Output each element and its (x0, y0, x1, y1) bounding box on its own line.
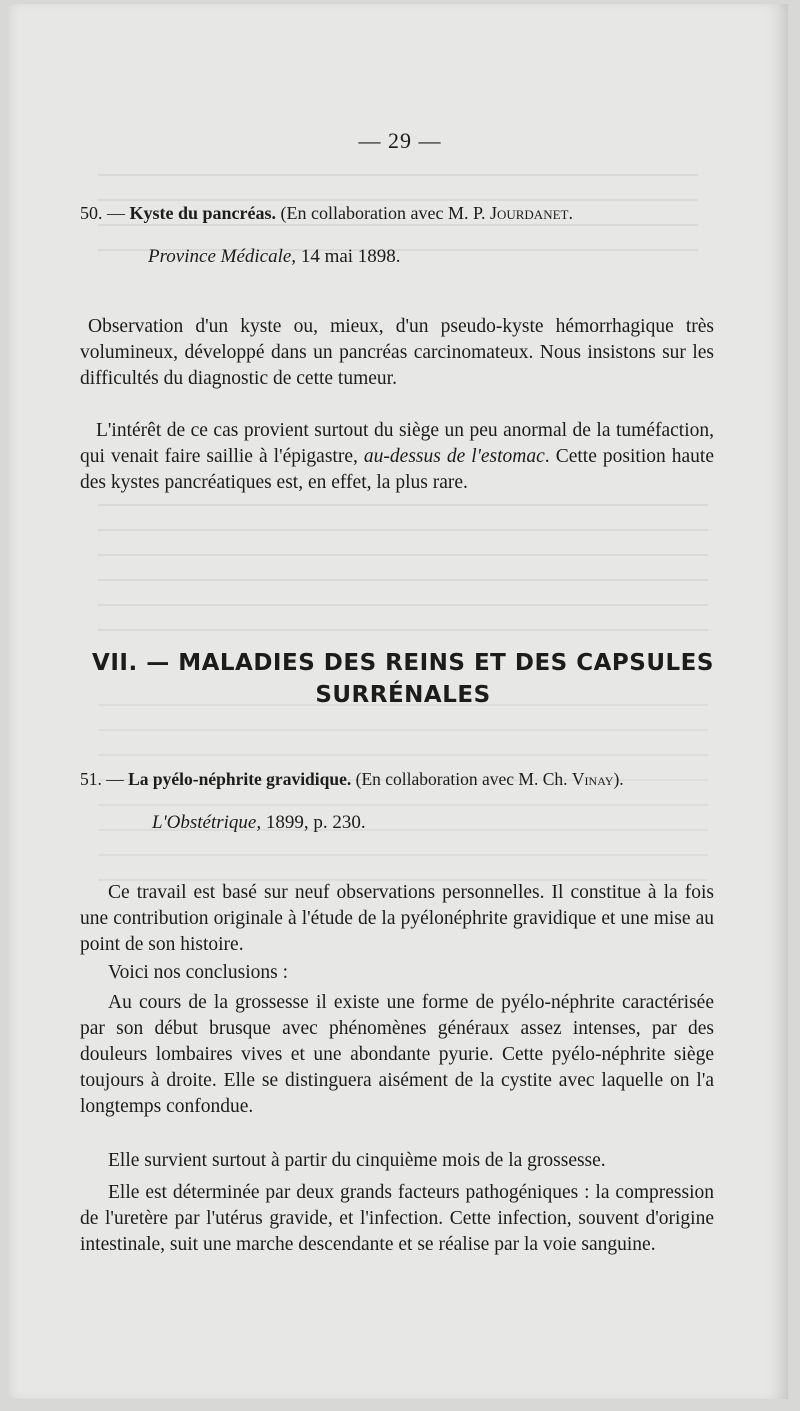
paragraph-text: L'intérêt de ce cas provient surtout du siège un peu anormal de la tuméfaction, qui venait faire saillie à l'épigastre, (80, 420, 714, 467)
paragraph: Voici nos conclusions : (108, 962, 289, 983)
paragraph: Elle survient surtout à partir du cinquième mois de la grossesse. (108, 1150, 606, 1171)
collaborator-name: Jourdanet (489, 203, 569, 223)
collaborator-name: Vinay (571, 769, 614, 789)
entry-title: Kyste du pancréas. (129, 203, 277, 223)
bleed-through-texture (98, 504, 708, 644)
paragraph: Observation d'un kyste ou, mieux, d'un pseudo-kyste hémorrhagique très volumineux, développé dans un pancréas carcinomateux. Nous insistons sur les difficultés du diagnostic de cette tumeur. (80, 316, 714, 389)
source-journal: L'Obstétrique, (152, 812, 262, 833)
entry-source-50 (148, 246, 401, 268)
section-title-line: VII. — MALADIES DES REINS ET DES CAPSULES (92, 650, 714, 676)
entry-heading-51 (80, 766, 720, 792)
paragraph-emphasis: au-dessus de l'estomac (363, 446, 545, 467)
bleed-through-texture (98, 704, 708, 884)
document-page (8, 4, 788, 1399)
entry-number: 51. — (80, 769, 124, 789)
source-date: 14 mai 1898. (300, 246, 401, 267)
entry-collaboration-end: . (568, 203, 573, 223)
entry-collaboration: (En collaboration avec M. Ch. (355, 769, 568, 789)
entry-collaboration: (En collaboration avec M. P. (280, 203, 486, 223)
paragraph-text: . Cette position haute des kystes pancréatiques est, en effet, la plus rare. (80, 446, 714, 493)
source-journal: Province Médicale, (148, 246, 297, 267)
section-title (78, 647, 728, 711)
paragraph: Ce travail est basé sur neuf observations personnelles. Il constitue à la fois une contribution originale à l'étude de la pyélonéphrite gravidique et une mise au point de son histoire. (80, 882, 714, 955)
section-title-line: SURRÉNALES (315, 682, 491, 708)
page-number: — 29 — (358, 128, 442, 153)
source-date: 1899, p. 230. (265, 812, 366, 833)
entry-collaboration-end: ). (613, 769, 624, 789)
entry-number: 50. — (80, 203, 125, 223)
entry-title: La pyélo-néphrite gravidique. (128, 769, 352, 789)
entry-source-51 (152, 812, 366, 834)
entry-heading-50 (80, 200, 720, 226)
paragraph: Elle est déterminée par deux grands facteurs pathogéniques : la compression de l'uretère par l'utérus gravide, et l'infection. Cette infection, souvent d'origine intestinale, suit une marche descendante et se réalise par la voie sanguine. (80, 1182, 714, 1255)
paragraph (80, 418, 714, 496)
paragraph: Au cours de la grossesse il existe une forme de pyélo-néphrite caractérisée par son début brusque avec phénomènes généraux assez intenses, par des douleurs lombaires vives et une abondante pyurie. Cette pyélo-néphrite siège toujours à droite. Elle se distinguera aisément de la cystite avec laquelle on l'a longtemps confondue. (80, 992, 714, 1117)
